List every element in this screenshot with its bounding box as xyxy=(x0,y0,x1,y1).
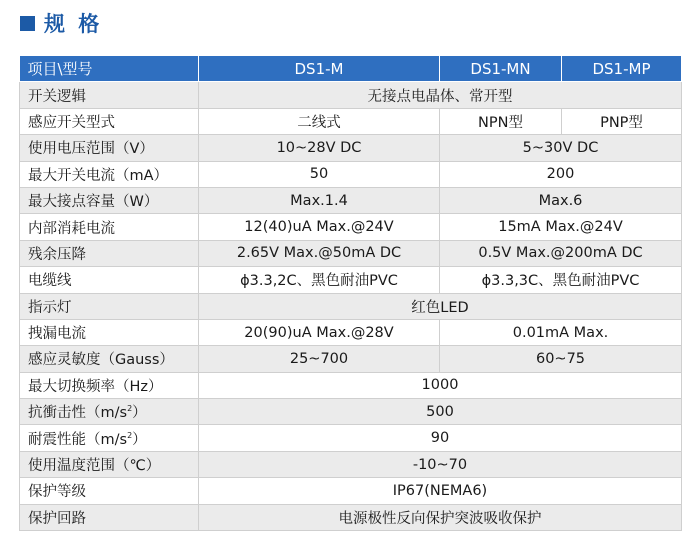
cell-all: 电源极性反向保护突波吸收保护 xyxy=(199,504,682,530)
cell-ds1-m: 25~700 xyxy=(199,346,440,372)
row-label: 最大开关电流（mA） xyxy=(20,161,199,187)
table-row xyxy=(20,214,682,240)
table-row xyxy=(20,267,682,293)
spec-table xyxy=(19,56,682,531)
cell-ds1-mn-mp: 0.01mA Max. xyxy=(440,319,682,345)
heading-square-icon xyxy=(20,16,35,31)
row-label: 感应开关型式 xyxy=(20,108,199,134)
cell-ds1-m: 10~28V DC xyxy=(199,135,440,161)
cell-all: 无接点电晶体、常开型 xyxy=(199,82,682,108)
superscript: 2 xyxy=(127,404,133,414)
row-label: 内部消耗电流 xyxy=(20,214,199,240)
row-label: 感应灵敏度（Gauss） xyxy=(20,346,199,372)
cell-all: IP67(NEMA6) xyxy=(199,478,682,504)
section-title: 规 格 xyxy=(44,12,103,36)
row-label: 保护回路 xyxy=(20,504,199,530)
row-label: 残余压降 xyxy=(20,240,199,266)
cell-ds1-mn-mp: Max.6 xyxy=(440,187,682,213)
row-label-close: ） xyxy=(132,431,147,448)
cell-ds1-m: 50 xyxy=(199,161,440,187)
cell-ds1-mn-mp: 0.5V Max.@200mA DC xyxy=(440,240,682,266)
superscript: 2 xyxy=(127,430,133,440)
cell-ds1-mp: PNP型 xyxy=(562,108,682,134)
row-label: 拽漏电流 xyxy=(20,319,199,345)
section-heading xyxy=(20,8,102,38)
cell-ds1-mn-mp: 60~75 xyxy=(440,346,682,372)
table-row xyxy=(20,451,682,477)
cell-ds1-m: 12(40)uA Max.@24V xyxy=(199,214,440,240)
row-label: 开关逻辑 xyxy=(20,82,199,108)
table-row xyxy=(20,135,682,161)
header-item-model: 项目\型号 xyxy=(20,56,199,82)
cell-ds1-m: 2.65V Max.@50mA DC xyxy=(199,240,440,266)
table-row xyxy=(20,240,682,266)
row-label: 使用电压范围（V） xyxy=(20,135,199,161)
row-label: 最大切换频率（Hz） xyxy=(20,372,199,398)
cell-ds1-mn-mp: 15mA Max.@24V xyxy=(440,214,682,240)
cell-ds1-m: 二线式 xyxy=(199,108,440,134)
row-label: 保护等级 xyxy=(20,478,199,504)
table-row xyxy=(20,346,682,372)
cell-ds1-m: ϕ3.3,2C、黑色耐油PVC xyxy=(199,267,440,293)
cell-all: 500 xyxy=(199,399,682,425)
table-row xyxy=(20,399,682,425)
row-label-close: ） xyxy=(132,405,147,422)
cell-all: 1000 xyxy=(199,372,682,398)
row-label xyxy=(20,425,199,451)
row-label: 最大接点容量（W） xyxy=(20,187,199,213)
table-row xyxy=(20,425,682,451)
header-ds1-m: DS1-M xyxy=(199,56,440,82)
cell-all: 红色LED xyxy=(199,293,682,319)
row-label xyxy=(20,399,199,425)
header-ds1-mn: DS1-MN xyxy=(440,56,562,82)
cell-ds1-mn: NPN型 xyxy=(440,108,562,134)
cell-ds1-mn-mp: 200 xyxy=(440,161,682,187)
row-label-text: 耐震性能（m/s xyxy=(28,431,128,448)
cell-ds1-m: 20(90)uA Max.@28V xyxy=(199,319,440,345)
table-row xyxy=(20,82,682,108)
cell-ds1-mn-mp: 5~30V DC xyxy=(440,135,682,161)
cell-ds1-m: Max.1.4 xyxy=(199,187,440,213)
table-row xyxy=(20,372,682,398)
cell-all: 90 xyxy=(199,425,682,451)
table-row xyxy=(20,504,682,530)
row-label: 电缆线 xyxy=(20,267,199,293)
table-row xyxy=(20,293,682,319)
row-label: 使用温度范围（℃） xyxy=(20,451,199,477)
table-row xyxy=(20,161,682,187)
row-label-text: 抗衝击性（m/s xyxy=(28,405,128,422)
table-row xyxy=(20,187,682,213)
table-row xyxy=(20,478,682,504)
table-row xyxy=(20,108,682,134)
cell-ds1-mn-mp: ϕ3.3,3C、黑色耐油PVC xyxy=(440,267,682,293)
table-row xyxy=(20,319,682,345)
table-header-row xyxy=(20,56,682,82)
cell-all: -10~70 xyxy=(199,451,682,477)
header-ds1-mp: DS1-MP xyxy=(562,56,682,82)
row-label: 指示灯 xyxy=(20,293,199,319)
